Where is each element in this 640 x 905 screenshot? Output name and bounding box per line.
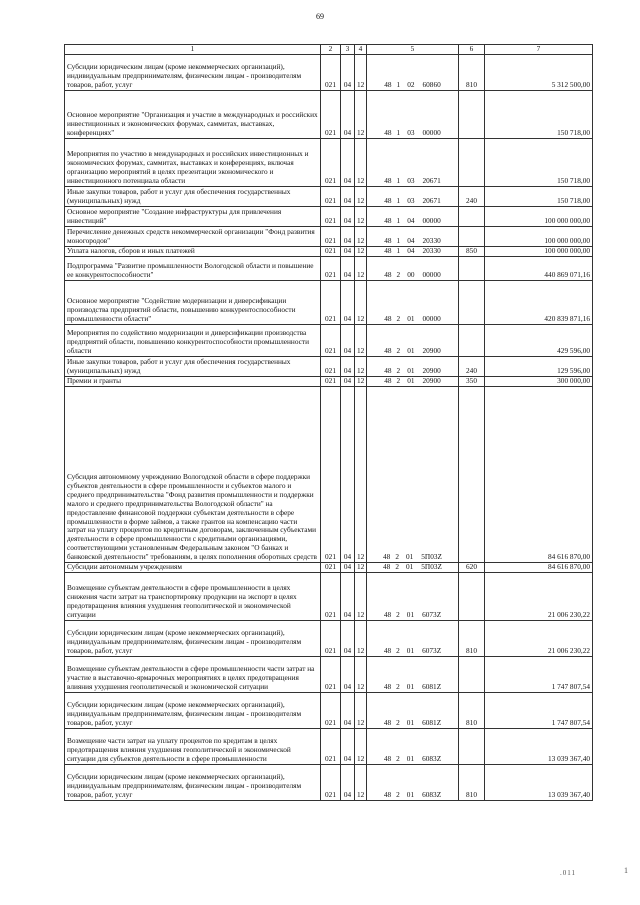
col-3-code: 04 <box>341 139 355 187</box>
col-5-part: 5П03Z <box>421 552 442 562</box>
col-5-part: 48 <box>384 80 392 90</box>
col-5-part: 48 <box>383 562 391 572</box>
column-header: 3 <box>341 45 355 55</box>
col-5-part: 2 <box>396 718 400 728</box>
col-5-code <box>367 693 459 729</box>
col-4-code: 12 <box>355 281 367 325</box>
col-5-part: 03 <box>407 196 415 206</box>
col-5-part: 2 <box>396 270 401 280</box>
col-5-code <box>367 387 459 563</box>
col-5-part: 6081Z <box>422 682 442 692</box>
col-6-code: 810 <box>459 55 485 91</box>
row-name: Основное мероприятие "Организация и участие в международных и российских инвестиционных и экономических форумах, саммитах, выставках, конференциях" <box>65 91 321 139</box>
amount-cell: 420 839 871,16 <box>485 281 593 325</box>
col-2-code: 021 <box>321 187 341 207</box>
col-2-code: 021 <box>321 227 341 247</box>
col-5-code <box>367 325 459 357</box>
col-5-part: 48 <box>384 366 392 376</box>
row-name: Субсидии юридическим лицам (кроме некоммерческих организаций), индивидуальным предпринимателям, физическим лицам - производителям товаров, работ, услуг <box>65 765 321 801</box>
table-row <box>65 187 593 207</box>
col-5-part: 48 <box>383 790 392 800</box>
column-header: 2 <box>321 45 341 55</box>
col-5-part: 60860 <box>422 80 441 90</box>
amount-cell: 21 006 230,22 <box>485 573 593 621</box>
col-5-part: 2 <box>396 790 400 800</box>
col-5-part: 01 <box>406 754 415 764</box>
col-5-part: 20671 <box>422 176 441 186</box>
col-2-code: 021 <box>321 729 341 765</box>
table-row <box>65 377 593 387</box>
col-5-code <box>367 765 459 801</box>
col-6-code: 240 <box>459 187 485 207</box>
table-row <box>65 139 593 187</box>
col-5-part: 48 <box>383 754 392 764</box>
col-6-code <box>459 325 485 357</box>
col-5-part: 01 <box>405 562 414 572</box>
col-5-code <box>367 227 459 247</box>
col-5-part: 2 <box>396 682 400 692</box>
col-4-code: 12 <box>355 257 367 281</box>
col-5-code <box>367 207 459 227</box>
col-5-part: 01 <box>406 646 415 656</box>
col-3-code: 04 <box>341 55 355 91</box>
row-name: Субсидия автономному учреждению Вологодской области в сфере поддержки субъектов деятельности в сфере промышленности и субъектов малого и среднего предпринимательства "Фонд развития промышленности и поддержки малого и среднего предпринимательства Вологодской области" на предоставление финансовой поддержки субъектам деятельности в сфере промышленности в форме займов, а также грантов на компенсацию части затрат на уплату процентов по кредитным договорам, заключенным субъектами деятельности в сфере промышленности с кредитными организациями, соответствующими установленным Федеральным законом "О банках и банковской деятельности" требованиям, в целях пополнения оборотных средств <box>65 387 321 563</box>
col-6-code: 350 <box>459 377 485 387</box>
col-5-part: 48 <box>383 610 392 620</box>
amount-cell: 5 312 500,00 <box>485 55 593 91</box>
col-5-part: 01 <box>407 376 415 386</box>
table-row <box>65 281 593 325</box>
col-5-part: 01 <box>407 346 415 356</box>
col-4-code: 12 <box>355 357 367 377</box>
col-3-code: 04 <box>341 281 355 325</box>
col-2-code: 021 <box>321 563 341 573</box>
col-3-code: 04 <box>341 207 355 227</box>
column-header: 4 <box>355 45 367 55</box>
amount-cell: 100 000 000,00 <box>485 247 593 257</box>
col-4-code: 12 <box>355 563 367 573</box>
col-5-part: 2 <box>395 562 399 572</box>
amount-cell: 21 006 230,22 <box>485 621 593 657</box>
col-2-code: 021 <box>321 573 341 621</box>
row-name: Субсидии юридическим лицам (кроме некоммерческих организаций), индивидуальным предпринимателям, физическим лицам - производителям товаров, работ, услуг <box>65 621 321 657</box>
edge-mark: 1 <box>624 866 628 875</box>
col-5-part: 48 <box>383 718 392 728</box>
col-2-code: 021 <box>321 91 341 139</box>
col-2-code: 021 <box>321 139 341 187</box>
col-5-part: 48 <box>383 682 392 692</box>
col-6-code: 810 <box>459 765 485 801</box>
col-4-code: 12 <box>355 91 367 139</box>
row-name: Возмещение части затрат на уплату процентов по кредитам в целях предотвращения влияния ухудшения геополитической и экономической ситуации для субъектов деятельности в сфере промышленности <box>65 729 321 765</box>
col-5-part: 48 <box>384 236 392 246</box>
col-5-part: 1 <box>396 128 401 138</box>
col-3-code: 04 <box>341 357 355 377</box>
col-5-part: 01 <box>406 610 415 620</box>
col-5-part: 48 <box>384 196 392 206</box>
col-2-code: 021 <box>321 357 341 377</box>
col-5-part: 01 <box>406 718 415 728</box>
col-5-part: 00000 <box>422 270 441 280</box>
amount-cell: 300 000,00 <box>485 377 593 387</box>
col-5-part: 01 <box>406 790 415 800</box>
col-2-code: 021 <box>321 247 341 257</box>
amount-cell: 84 616 870,00 <box>485 387 593 563</box>
amount-cell: 440 869 071,16 <box>485 257 593 281</box>
row-name: Возмещение субъектам деятельности в сфере промышленности части затрат на участие в выставочно-ярмарочных мероприятиях в целях предотвращения влияния ухудшения геополитической и экономической ситуации <box>65 657 321 693</box>
amount-cell: 150 718,00 <box>485 139 593 187</box>
col-5-code <box>367 247 459 257</box>
col-4-code: 12 <box>355 657 367 693</box>
col-5-part: 04 <box>407 236 415 246</box>
col-5-part: 00000 <box>422 216 441 226</box>
page-number: 69 <box>316 12 324 21</box>
col-5-part: 1 <box>396 216 401 226</box>
col-6-code <box>459 573 485 621</box>
col-5-code <box>367 377 459 387</box>
col-6-code <box>459 657 485 693</box>
col-5-code <box>367 139 459 187</box>
col-5-part: 48 <box>384 128 392 138</box>
col-5-part: 6073Z <box>422 646 442 656</box>
column-header: 7 <box>485 45 593 55</box>
col-5-part: 01 <box>405 552 414 562</box>
col-3-code: 04 <box>341 187 355 207</box>
col-5-part: 1 <box>396 196 401 206</box>
col-2-code: 021 <box>321 657 341 693</box>
col-4-code: 12 <box>355 387 367 563</box>
col-2-code: 021 <box>321 621 341 657</box>
col-5-part: 48 <box>384 376 392 386</box>
col-5-part: 00000 <box>422 314 441 324</box>
row-name: Премии и гранты <box>65 377 321 387</box>
col-5-part: 03 <box>407 176 415 186</box>
col-5-part: 48 <box>384 314 392 324</box>
row-name: Уплата налогов, сборов и иных платежей <box>65 247 321 257</box>
col-3-code: 04 <box>341 573 355 621</box>
col-5-part: 00000 <box>422 128 441 138</box>
row-name: Иные закупки товаров, работ и услуг для обеспечения государственных (муниципальных) нужд <box>65 357 321 377</box>
col-6-code: 240 <box>459 357 485 377</box>
amount-cell: 84 616 870,00 <box>485 563 593 573</box>
col-5-part: 20330 <box>422 236 441 246</box>
col-5-code <box>367 257 459 281</box>
column-header: 1 <box>65 45 321 55</box>
col-5-part: 48 <box>384 246 392 256</box>
col-2-code: 021 <box>321 325 341 357</box>
col-5-code <box>367 563 459 573</box>
col-6-code <box>459 729 485 765</box>
col-5-part: 20671 <box>422 196 441 206</box>
amount-cell: 1 747 807,54 <box>485 657 593 693</box>
col-2-code: 021 <box>321 257 341 281</box>
row-name: Иные закупки товаров, работ и услуг для обеспечения государственных (муниципальных) нужд <box>65 187 321 207</box>
table-row <box>65 247 593 257</box>
col-5-part: 2 <box>396 376 401 386</box>
row-name: Субсидии юридическим лицам (кроме некоммерческих организаций), индивидуальным предпринимателям, физическим лицам - производителям товаров, работ, услуг <box>65 55 321 91</box>
col-2-code: 021 <box>321 281 341 325</box>
row-name: Возмещение субъектам деятельности в сфере промышленности в целях снижения части затрат на транспортировку продукции на экспорт в целях предотвращения влияния ухудшения геополитической и экономической ситуации <box>65 573 321 621</box>
col-3-code: 04 <box>341 377 355 387</box>
table-header-row <box>65 45 593 55</box>
col-5-part: 48 <box>383 646 392 656</box>
table-row <box>65 227 593 247</box>
col-5-code <box>367 281 459 325</box>
col-5-part: 01 <box>407 314 415 324</box>
col-4-code: 12 <box>355 377 367 387</box>
col-4-code: 12 <box>355 621 367 657</box>
col-3-code: 04 <box>341 621 355 657</box>
col-6-code: 620 <box>459 563 485 573</box>
table-row <box>65 765 593 801</box>
col-3-code: 04 <box>341 563 355 573</box>
col-5-part: 1 <box>396 80 401 90</box>
col-3-code: 04 <box>341 729 355 765</box>
row-name: Подпрограмма "Развитие промышленности Вологодской области и повышение ее конкурентоспособности" <box>65 257 321 281</box>
col-4-code: 12 <box>355 227 367 247</box>
col-5-part: 2 <box>395 552 399 562</box>
col-5-part: 20900 <box>422 346 441 356</box>
col-5-part: 20900 <box>422 376 441 386</box>
col-5-part: 48 <box>384 270 392 280</box>
amount-cell: 150 718,00 <box>485 187 593 207</box>
col-5-code <box>367 91 459 139</box>
col-5-part: 03 <box>407 128 415 138</box>
col-4-code: 12 <box>355 573 367 621</box>
table-row <box>65 207 593 227</box>
col-5-code <box>367 729 459 765</box>
col-5-code <box>367 357 459 377</box>
col-5-part: 20900 <box>422 366 441 376</box>
col-5-part: 5П03Z <box>421 562 442 572</box>
col-5-part: 1 <box>396 176 401 186</box>
table-row <box>65 257 593 281</box>
col-5-part: 48 <box>384 216 392 226</box>
col-4-code: 12 <box>355 55 367 91</box>
col-2-code: 021 <box>321 55 341 91</box>
col-5-part: 6081Z <box>422 718 442 728</box>
row-name: Субсидии автономным учреждениям <box>65 563 321 573</box>
col-3-code: 04 <box>341 247 355 257</box>
table-row <box>65 357 593 377</box>
amount-cell: 1 747 807,54 <box>485 693 593 729</box>
row-name: Основное мероприятие "Создание инфраструктуры для привлечения инвестиций" <box>65 207 321 227</box>
row-name: Субсидии юридическим лицам (кроме некоммерческих организаций), индивидуальным предпринимателям, физическим лицам - производителям товаров, работ, услуг <box>65 693 321 729</box>
col-5-part: 6073Z <box>422 610 442 620</box>
table-row <box>65 693 593 729</box>
table-row <box>65 573 593 621</box>
row-name: Основное мероприятие "Содействие модернизации и диверсификации производства предприятий области, повышению конкурентоспособности промышленности области" <box>65 281 321 325</box>
col-4-code: 12 <box>355 139 367 187</box>
column-header: 6 <box>459 45 485 55</box>
table-row <box>65 729 593 765</box>
col-3-code: 04 <box>341 91 355 139</box>
col-5-part: 04 <box>407 216 415 226</box>
col-2-code: 021 <box>321 765 341 801</box>
col-5-code <box>367 621 459 657</box>
col-4-code: 12 <box>355 187 367 207</box>
amount-cell: 150 718,00 <box>485 91 593 139</box>
col-4-code: 12 <box>355 207 367 227</box>
row-name: Перечисление денежных средств некоммерческой организации "Фонд развития моногородов" <box>65 227 321 247</box>
col-5-part: 01 <box>407 366 415 376</box>
col-3-code: 04 <box>341 227 355 247</box>
table-row <box>65 387 593 563</box>
footer-mark: .011 <box>560 869 576 877</box>
col-5-part: 2 <box>396 754 400 764</box>
col-6-code <box>459 139 485 187</box>
col-3-code: 04 <box>341 693 355 729</box>
amount-cell: 13 039 367,40 <box>485 729 593 765</box>
table-row <box>65 55 593 91</box>
col-5-part: 2 <box>396 314 401 324</box>
col-6-code: 850 <box>459 247 485 257</box>
col-4-code: 12 <box>355 693 367 729</box>
col-5-code <box>367 657 459 693</box>
col-5-part: 2 <box>396 346 401 356</box>
table-row <box>65 325 593 357</box>
col-5-code <box>367 187 459 207</box>
table-row <box>65 91 593 139</box>
col-3-code: 04 <box>341 657 355 693</box>
col-5-part: 2 <box>396 646 400 656</box>
col-6-code <box>459 281 485 325</box>
col-3-code: 04 <box>341 387 355 563</box>
col-5-part: 6083Z <box>422 790 442 800</box>
col-5-code <box>367 55 459 91</box>
table-row <box>65 657 593 693</box>
col-6-code <box>459 387 485 563</box>
col-6-code: 810 <box>459 693 485 729</box>
col-5-part: 6083Z <box>422 754 442 764</box>
col-2-code: 021 <box>321 387 341 563</box>
col-5-part: 2 <box>396 366 401 376</box>
col-5-part: 48 <box>384 346 392 356</box>
col-5-part: 1 <box>396 236 401 246</box>
col-5-code <box>367 573 459 621</box>
col-5-part: 48 <box>383 552 391 562</box>
column-header: 5 <box>367 45 459 55</box>
col-2-code: 021 <box>321 207 341 227</box>
col-5-part: 00 <box>407 270 415 280</box>
amount-cell: 100 000 000,00 <box>485 227 593 247</box>
amount-cell: 129 596,00 <box>485 357 593 377</box>
col-2-code: 021 <box>321 693 341 729</box>
budget-table <box>64 44 593 801</box>
col-4-code: 12 <box>355 247 367 257</box>
row-name: Мероприятия по участию в международных и российских инвестиционных и экономических форумах, саммитах, выставках и конференциях, включая организацию мероприятий в целях презентации экономического и инвестиционного потенциала области <box>65 139 321 187</box>
col-6-code: 810 <box>459 621 485 657</box>
col-6-code <box>459 207 485 227</box>
col-5-part: 1 <box>396 246 401 256</box>
col-5-part: 04 <box>407 246 415 256</box>
col-5-part: 01 <box>406 682 415 692</box>
amount-cell: 13 039 367,40 <box>485 765 593 801</box>
col-6-code <box>459 257 485 281</box>
col-6-code <box>459 227 485 247</box>
col-5-part: 02 <box>407 80 415 90</box>
col-6-code <box>459 91 485 139</box>
col-4-code: 12 <box>355 325 367 357</box>
col-4-code: 12 <box>355 765 367 801</box>
col-3-code: 04 <box>341 325 355 357</box>
table-row <box>65 621 593 657</box>
table-row <box>65 563 593 573</box>
col-4-code: 12 <box>355 729 367 765</box>
col-5-part: 2 <box>396 610 400 620</box>
col-5-part: 20330 <box>422 246 441 256</box>
col-3-code: 04 <box>341 257 355 281</box>
col-3-code: 04 <box>341 765 355 801</box>
row-name: Мероприятия по содействию модернизации и диверсификации производства предприятий области, повышению конкурентоспособности промышленности области <box>65 325 321 357</box>
amount-cell: 429 596,00 <box>485 325 593 357</box>
amount-cell: 100 000 000,00 <box>485 207 593 227</box>
col-2-code: 021 <box>321 377 341 387</box>
col-5-part: 48 <box>384 176 392 186</box>
